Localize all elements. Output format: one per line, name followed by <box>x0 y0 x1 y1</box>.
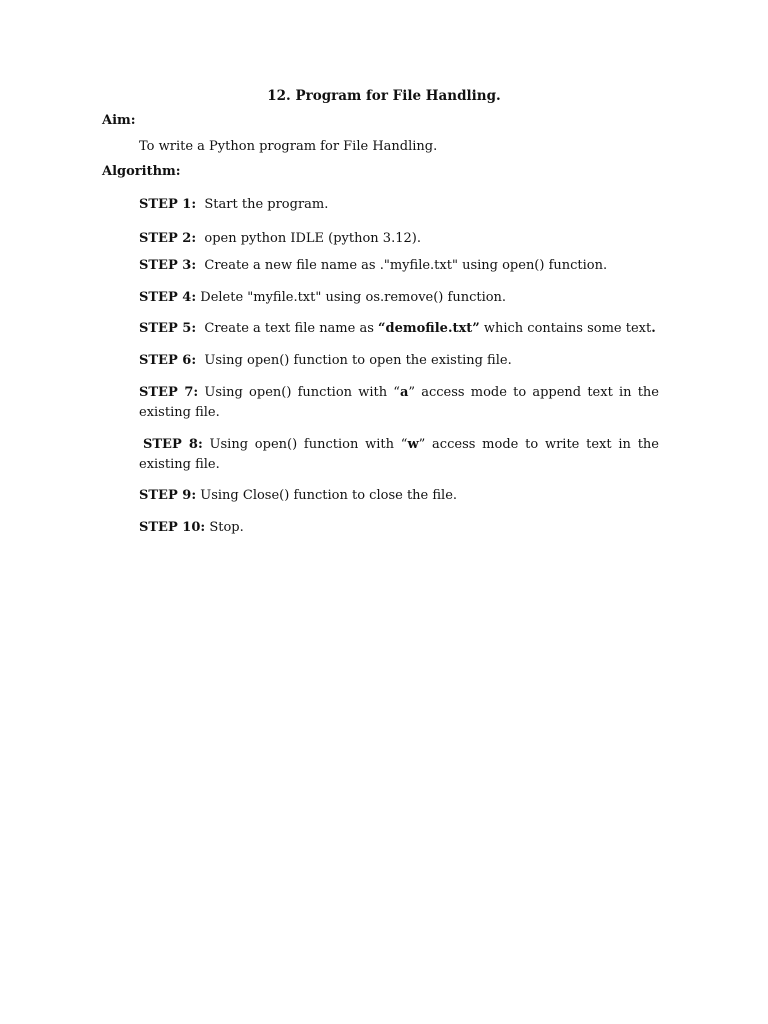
step-text: ” access mode to write text in the existing file. <box>139 437 659 472</box>
step-period: . <box>651 321 656 336</box>
aim-heading: Aim: <box>102 113 136 128</box>
step-1 <box>139 195 659 215</box>
step-mode: w <box>407 437 419 452</box>
step-5 <box>139 319 659 339</box>
step-9 <box>139 486 659 506</box>
step-8 <box>139 435 659 475</box>
step-label: STEP 6: <box>139 353 197 368</box>
step-10 <box>139 518 659 538</box>
step-text: Stop. <box>209 520 244 535</box>
step-text: Create a text file name as <box>204 321 379 336</box>
step-label: STEP 1: <box>139 197 197 212</box>
step-6 <box>139 351 659 371</box>
step-filename: “demofile.txt” <box>378 321 480 336</box>
step-text: open python IDLE (python 3.12). <box>204 231 421 246</box>
page-title: 12. Program for File Handling. <box>267 88 501 104</box>
step-text: ” access mode to append text in the existing file. <box>139 385 659 420</box>
step-7 <box>139 383 659 423</box>
step-text: Using Close() function to close the file. <box>200 488 458 503</box>
step-label: STEP 9: <box>139 488 197 503</box>
step-text: Using open() function with “ <box>209 437 408 452</box>
step-label: STEP 2: <box>139 231 197 246</box>
step-2 <box>139 229 659 249</box>
step-mode: a <box>399 385 409 400</box>
step-label: STEP 7: <box>139 385 199 400</box>
step-text: Create a new file name as ."myfile.txt" using open() function. <box>204 258 608 273</box>
step-label: STEP 4: <box>139 290 197 305</box>
step-text: Delete "myfile.txt" using os.remove() function. <box>200 290 507 305</box>
step-3 <box>139 256 659 276</box>
step-text: which contains some text <box>479 321 652 336</box>
aim-text: To write a Python program for File Handling. <box>139 139 438 154</box>
step-4 <box>139 288 659 308</box>
step-label: STEP 5: <box>139 321 197 336</box>
step-label: STEP 8: <box>143 437 203 452</box>
step-label: STEP 10: <box>139 520 206 535</box>
step-text: Start the program. <box>204 197 329 212</box>
algorithm-heading: Algorithm: <box>102 164 181 179</box>
step-text: Using open() function to open the existing file. <box>204 353 512 368</box>
step-label: STEP 3: <box>139 258 197 273</box>
step-text: Using open() function with “ <box>204 385 400 400</box>
